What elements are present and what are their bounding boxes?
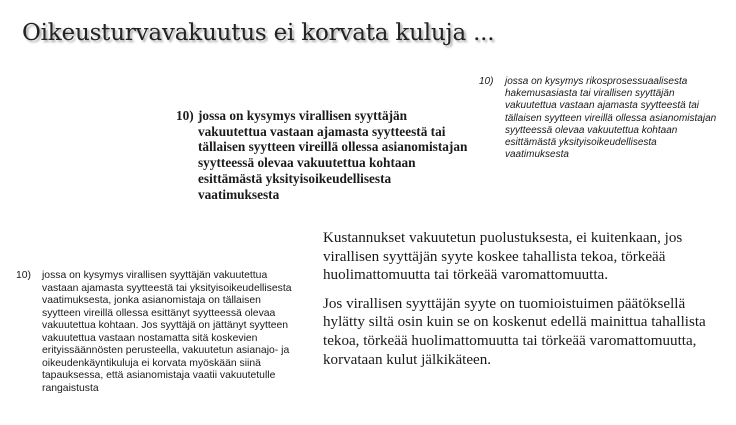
clause-number: 10) [16,270,32,281]
body-paragraph-1: Kustannukset vakuutetun puolustuksesta, ei kuitenkaan, jos virallisen syyttäjän syyte koskee tahallista tekoa, törkeää huolimattomuutta tai törkeää varomattomuutta. [323,230,683,284]
clause-number: 10) [479,76,494,87]
clause-text: jossa on kysymys virallisen syyttäjän vakuutettua vastaan ajamasta syytteestä tai tällaisen syytteen vireillä ollessa asianomistajan syytteessä olevaa vakuutettua kohtaan esittämästä yksityisoikeudellisesta vaatimuksesta [198,108,468,202]
body-text [323,229,721,379]
clause-text: jossa on kysymys rikosprosessuaalisesta hakemusasiasta tai virallisen syyttäjän vakuutettua vastaan ajamasta syytteestä tai tällaisen syytteen vireillä ollessa asianomistajan syytteessä olevaa vakuutettua kohtaan esittämästä yksityisoikeudellisesta vaatimuksesta [505,76,717,161]
body-paragraph-2: Jos virallisen syyttäjän syyte on tuomioistuimen päätöksellä hylätty siltä osin kuin se on koskenut edellä mainittua tahallista tekoa, törkeää huolimattomuutta tai törkeää varomattomuutta, korvataan kulut jälkikäteen. [323,295,706,368]
page-title: Oikeusturvavakuutus ei korvata kuluja ... [22,20,495,46]
clause-number: 10) [176,108,194,123]
clause-top-right [479,76,719,161]
clause-text: jossa on kysymys virallisen syyttäjän vakuutettua vastaan ajamasta syytteestä tai yksityisoikeudellisesta vaatimuksesta, jonka asianomistaja on tällaisen syytteen vireillä ollessa esittänyt syytteessä olevaa vakuutettua kohtaan. Jos syyttäjä on jättänyt syytteen vakuutettua vastaan nostamatta sitä koskevien erityissäännösten perusteella, vakuutetun asianajo- ja oikeudenkäyntikuluja ei korvata myöskään siinä tapauksessa, että asianomistaja vaatii vakuutetulle rangaistusta [42,270,292,394]
clause-bottom-left [16,270,302,395]
clause-middle [176,108,474,202]
